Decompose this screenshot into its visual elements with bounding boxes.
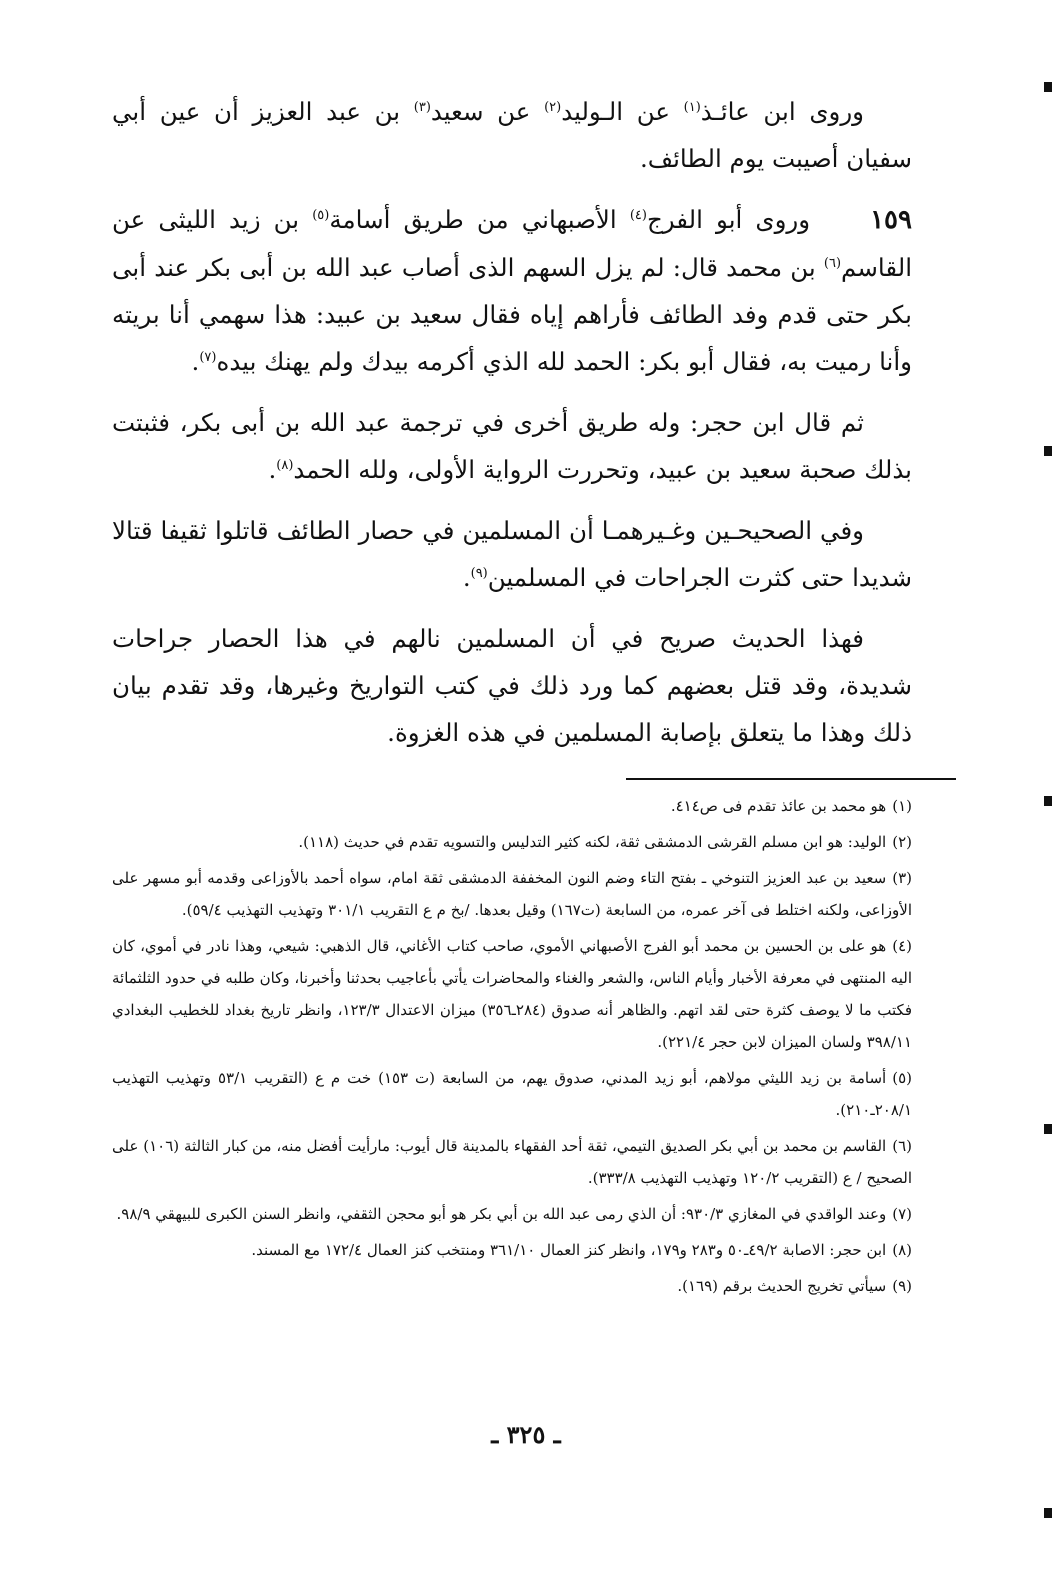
text-run: . xyxy=(462,563,471,592)
footnote-text: الوليد: هو ابن مسلم القرشى الدمشقى ثقة، لكنه كثير التدليس والتسويه تقدم في حديث (١١٨). xyxy=(298,833,887,851)
scan-edge-mark xyxy=(1044,446,1052,456)
footnote-5 xyxy=(112,1062,912,1126)
footnote-7 xyxy=(112,1198,912,1230)
paragraph-1 xyxy=(112,88,912,182)
page-number: ـ ٣٢٥ ـ xyxy=(491,1420,561,1449)
footnote-text: سيأتي تخريج الحديث برقم (١٦٩). xyxy=(677,1277,887,1295)
hadith-number: ١٥٩ xyxy=(870,205,912,235)
text-run: بن محمد قال: لم يزل السهم الذى أصاب عبد الله بن أبى بكر عند أبى بكر حتى قدم وفد الطائف فأراهم إياه فقال سعيد بن عبيد: هذا سهمي أنا بريته وأنا رميت به، فقال أبو بكر: الحمد لله الذي أكرمه بيدك ولم يهنك بيده xyxy=(112,253,912,376)
text-run: ثم قال ابن حجر: وله طريق أخرى في ترجمة عبد الله بن أبى بكر، فثبتت بذلك صحبة سعيد بن عبيد، وتحررت الرواية الأولى، ولله الحمد xyxy=(112,408,912,484)
text-run: الأصبهاني من طريق أسامة xyxy=(329,205,630,234)
footnote-number: (٧) xyxy=(892,1205,912,1223)
scan-edge-mark xyxy=(1044,1508,1052,1518)
footnote-2 xyxy=(112,826,912,858)
text-run: بن عبد العزيز أن عين أبي سفيان أصيبت يوم الطائف. xyxy=(112,97,912,173)
footnote-ref[interactable]: (٤) xyxy=(629,207,647,223)
footnote-text: أسامة بن زيد الليثي مولاهم، أبو زيد المدني، صدوق يهم، من السابعة (ت ١٥٣) خت م ع (التقريب ٥٣/١ وتهذيب التهذيب ٢٠٨/١ـ٢١٠). xyxy=(112,1069,912,1119)
footnotes xyxy=(112,790,912,1306)
footnote-number: (٢) xyxy=(892,833,912,851)
scan-edge-mark xyxy=(1044,82,1052,92)
text-run: عن سعيد xyxy=(430,97,545,126)
footnote-number: (٨) xyxy=(892,1241,912,1259)
text-run: . xyxy=(191,347,200,376)
footnote-text: وعند الواقدي في المغازي ٩٣٠/٣: أن الذي رمى عبد الله بن أبي بكر هو أبو محجن الثقفي، وانظر السنن الكبرى للبيهقي ٩٨/٩. xyxy=(116,1205,887,1223)
footnote-divider xyxy=(626,778,956,780)
footnote-number: (٤) xyxy=(892,937,912,955)
footnote-3 xyxy=(112,862,912,926)
footnote-4 xyxy=(112,930,912,1058)
paragraph-3 xyxy=(112,399,912,493)
paragraph-2 xyxy=(112,196,912,385)
scan-edge-mark xyxy=(1044,796,1052,806)
footnote-ref[interactable]: (٩) xyxy=(470,565,488,581)
footnote-number: (٦) xyxy=(892,1137,912,1155)
footnote-ref[interactable]: (٥) xyxy=(312,207,330,223)
paragraph-5: فهذا الحديث صريح في أن المسلمين نالهم في هذا الحصار جراحات شديدة، وقد قتل بعضهم كما ورد ذلك في كتب التواريخ وغيرها، وقد تقدم بيان ذلك وهذا ما يتعلق بإصابة المسلمين في هذه الغزوة. xyxy=(112,624,912,747)
footnote-ref[interactable]: (١) xyxy=(683,99,701,115)
text-run: بن زيد الليثى عن القاسم xyxy=(112,205,912,282)
text-run: عن الـوليد xyxy=(561,97,684,126)
footnote-text: القاسم بن محمد بن أبي بكر الصديق التيمي، ثقة أحد الفقهاء بالمدينة قال أيوب: مارأيت أفضل منه، من كبار الثالثة (١٠٦) على الصحيح / ع (التقريب ١٢٠/٢ وتهذيب التهذيب ٣٣٣/٨). xyxy=(112,1137,912,1187)
paragraph-4 xyxy=(112,507,912,601)
footnote-ref[interactable]: (٧) xyxy=(199,349,217,365)
footnote-ref[interactable]: (٦) xyxy=(823,255,842,271)
footnote-8 xyxy=(112,1234,912,1266)
main-text xyxy=(112,88,912,770)
footnote-text: هو على بن الحسين بن محمد أبو الفرج الأصبهاني الأموي، صاحب كتاب الأغاني، قال الذهبي: شيعي، وهذا نادر في أموي، كان اليه المنتهى في معرفة الأخبار وأيام الناس، والشعر والغناء والمحاضرات يأتي بأعاجيب بحدثنا وأخبرنا، وكان طلبه في حدود الثلثمائة فكتب ما لا يوصف كثرة حتى لقد اتهم. والظاهر أنه صدوق (٢٨٤ـ٣٥٦) ميزان الاعتدال ١٢٣/٣، وانظر تاريخ بغداد للخطيب البغدادي ٣٩٨/١١ ولسان الميزان لابن حجر ٢٢١/٤). xyxy=(112,937,912,1051)
footnote-6 xyxy=(112,1130,912,1194)
footnote-9 xyxy=(112,1270,912,1302)
text-run: وروى ابن عائـذ xyxy=(700,97,864,126)
footnote-text: هو محمد بن عائذ تقدم فى ص٤١٤. xyxy=(670,797,887,815)
footnote-ref[interactable]: (٢) xyxy=(544,99,562,115)
footnote-number: (٥) xyxy=(892,1069,912,1087)
text-run: . xyxy=(268,455,277,484)
footnote-number: (١) xyxy=(892,797,912,815)
text-run: وفي الصحيحـين وغـيرهمـا أن المسلمين في حصار الطائف قاتلوا ثقيفا قتالا شديدا حتى كثرت الجراحات في المسلمين xyxy=(112,516,912,592)
scan-edge-mark xyxy=(1044,1124,1052,1134)
footnote-1 xyxy=(112,790,912,822)
footnote-text: سعيد بن عبد العزيز التنوخي ـ بفتح التاء وضم النون المخففة الدمشقى ثقة امام، سواه أحمد بالأوزاعى وقدمه أبو مسهر على الأوزاعى، ولكنه اختلط فى آخر عمره، من السابعة (ت١٦٧) وقيل بعدها. /بخ م ع التقريب ٣٠١/١ وتهذيب التهذيب ٥٩/٤). xyxy=(112,869,912,919)
footnote-ref[interactable]: (٣) xyxy=(413,99,431,115)
footnote-number: (٣) xyxy=(892,869,912,887)
text-run: وروى أبو الفرج xyxy=(646,205,811,234)
footnote-text: ابن حجر: الاصابة ٤٩/٢ـ٥٠ و٢٨٣ و١٧٩، وانظر كنز العمال ٣٦١/١٠ ومنتخب كنز العمال ١٧٢/٤ مع المسند. xyxy=(251,1241,887,1259)
footnote-ref[interactable]: (٨) xyxy=(276,457,294,473)
footnote-number: (٩) xyxy=(892,1277,912,1295)
